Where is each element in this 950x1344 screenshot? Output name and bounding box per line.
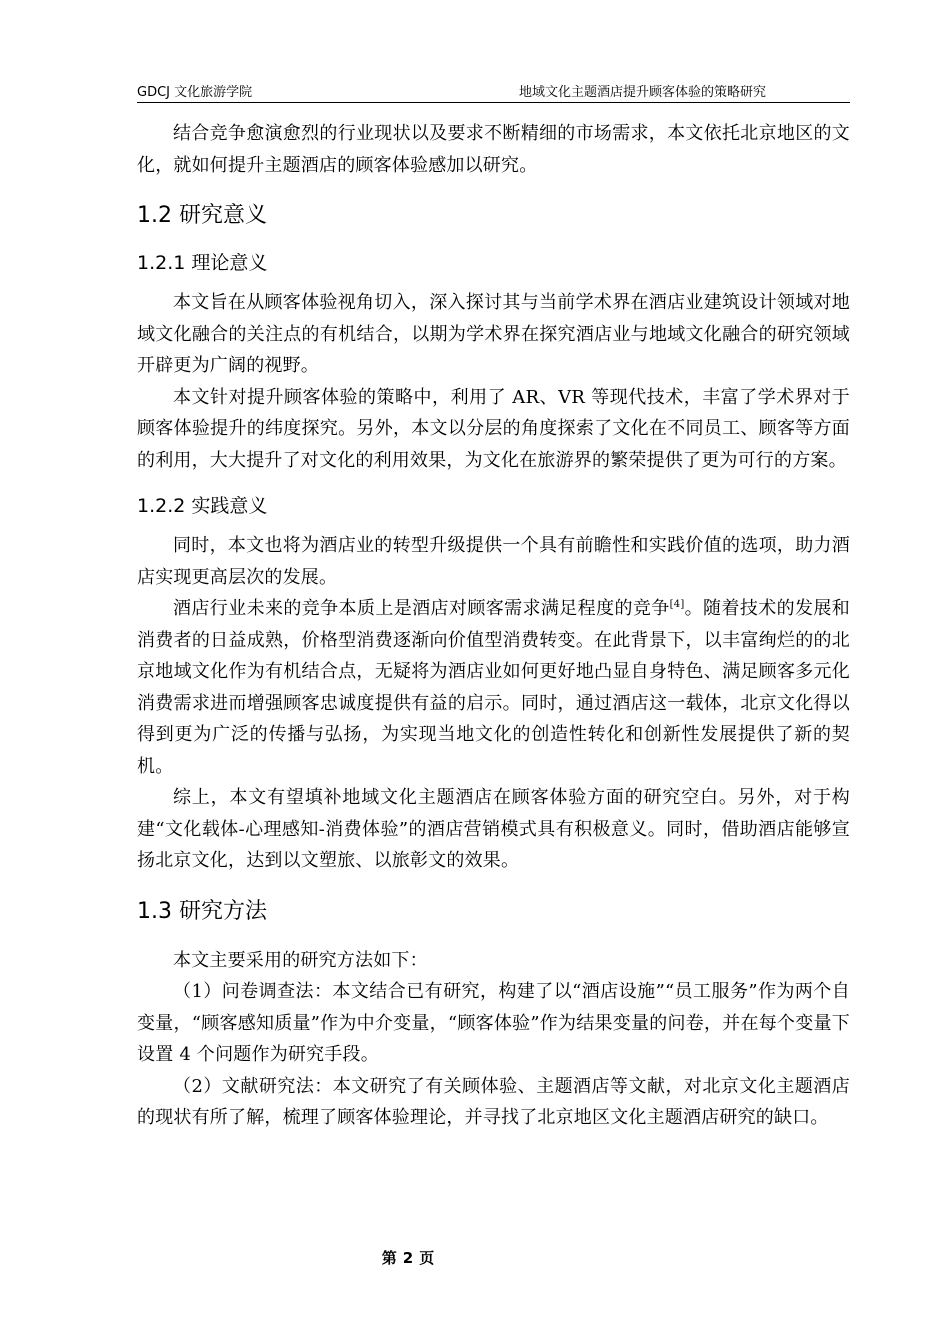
- header-paper-title: 地域文化主题酒店提升顾客体验的策略研究: [519, 85, 767, 100]
- section-heading-1-3: 1.3 研究方法: [137, 898, 267, 924]
- page-number-suffix: 页: [419, 1249, 435, 1267]
- page-number-prefix: 第: [381, 1249, 397, 1267]
- section-heading-1-2: 1.2 研究意义: [137, 203, 267, 228]
- page-header: [137, 84, 850, 103]
- page-number-value: 2: [402, 1249, 414, 1267]
- paragraph-practice-2-text-b: 。随着技术的发展和消费者的日益成熟，价格型消费逐渐向价值型消费转变。在此背景下，以丰富绚烂的的北京地域文化作为有机结合点，无疑将为酒店业如何更好地凸显自身特色、满足顾客多元化消费需求进而增强顾客忠诚度提供有益的启示。同时，通过酒店这一载体，北京文化得以得到更为广泛的传播与弘扬，为实现当地文化的创造性转化和创新性发展提供了新的契机。: [137, 598, 850, 777]
- paragraph-methods-intro: 本文主要采用的研究方法如下：: [173, 949, 428, 971]
- paragraph-theory-1: 本文旨在从顾客体验视角切入，深入探讨其与当前学术界在酒店业建筑设计领域对地域文化融合的关注点的有机结合，以期为学术界在探究酒店业与地域文化融合的研究领域开辟更为广阔的视野。: [137, 292, 850, 376]
- section-heading-1-2-2: 1.2.2 实践意义: [137, 495, 268, 517]
- intro-paragraph: 结合竞争愈演愈烈的行业现状以及要求不断精细的市场需求，本文依托北京地区的文化，就如何提升主题酒店的顾客体验感加以研究。: [137, 123, 850, 176]
- paragraph-method-questionnaire: （1）问卷调查法：本文结合已有研究，构建了以“酒店设施”“员工服务”作为两个自变量，“顾客感知质量”作为中介变量，“顾客体验”作为结果变量的问卷，并在每个变量下设置 4 个问题作为研究手段。: [137, 981, 850, 1065]
- main-content: [137, 116, 850, 1134]
- paragraph-practice-2-text-a: 酒店行业未来的竞争本质上是酒店对顾客需求满足程度的竞争: [173, 598, 670, 619]
- paragraph-practice-3: 综上，本文有望填补地域文化主题酒店在顾客体验方面的研究空白。另外，对于构建“文化载体-心理感知-消费体验”的酒店营销模式具有积极意义。同时，借助酒店能够宣扬北京文化，达到以文塑旅、以旅彰文的效果。: [137, 787, 850, 871]
- paragraph-practice-2: [137, 593, 850, 782]
- header-institution: GDCJ 文化旅游学院: [137, 85, 253, 100]
- paragraph-practice-1: 同时，本文也将为酒店业的转型升级提供一个具有前瞻性和实践价值的选项，助力酒店实现更高层次的发展。: [137, 535, 850, 588]
- page-number: [0, 1248, 816, 1268]
- section-heading-1-2-1: 1.2.1 理论意义: [137, 252, 268, 274]
- citation-reference: [4]: [669, 599, 685, 610]
- paragraph-theory-2: 本文针对提升顾客体验的策略中，利用了 AR、VR 等现代技术，丰富了学术界对于顾客体验提升的纬度探究。另外，本文以分层的角度探索了文化在不同员工、顾客等方面的利用，大大提升了对文化的利用效果，为文化在旅游界的繁荣提供了更为可行的方案。: [137, 386, 850, 471]
- paragraph-method-literature: （2）文献研究法：本文研究了有关顾体验、主题酒店等文献，对北京文化主题酒店的现状有所了解，梳理了顾客体验理论，并寻找了北京地区文化主题酒店研究的缺口。: [137, 1075, 850, 1128]
